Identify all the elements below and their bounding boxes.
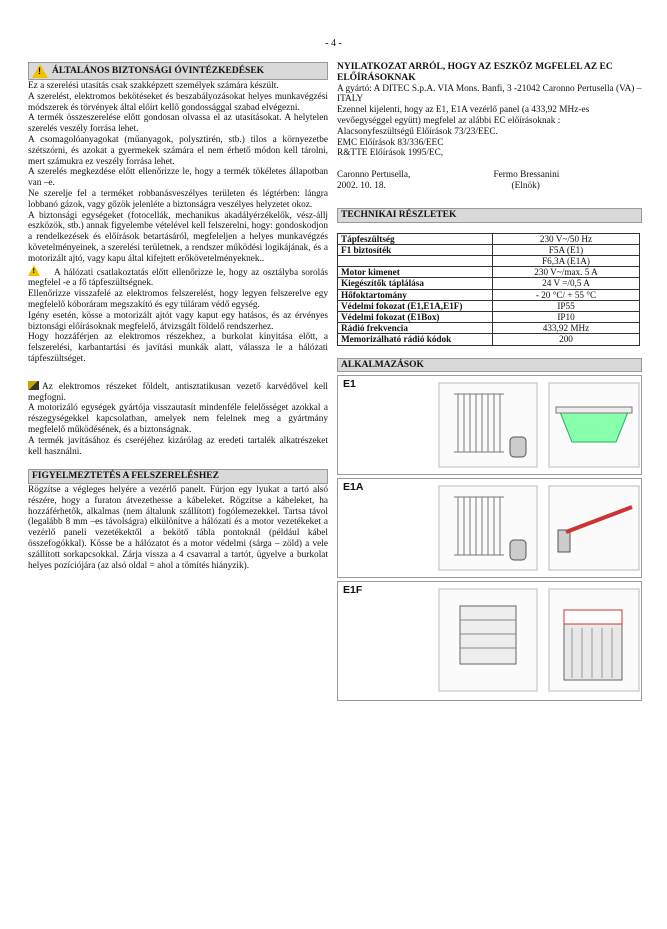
tech-key: Memorizálható rádió kódok: [338, 334, 493, 345]
tech-key: Védelmi fokozat (E1,E1A,E1F): [338, 300, 493, 311]
application-label: E1A: [343, 481, 364, 494]
paragraph: A termék javításához és cseréjéhez kizárólag az eredeti tartalék alkatrészeket kell használni.: [28, 435, 328, 457]
tech-key: Tápfeszültség: [338, 233, 493, 244]
tech-key: Rádió frekvencia: [338, 323, 493, 334]
applications-heading: ALKALMAZÁSOK: [337, 358, 642, 373]
tech-row: [338, 244, 640, 255]
tech-value: F5A (E1): [493, 244, 640, 255]
paragraph: Ellenőrizze visszafelé az elektromos felszerelést, hogy legyen felszerelve egy megfelelő kóboráram megszakító és egy túláram védő egység.: [28, 289, 328, 310]
signature-name: Fermo Bressanini: [493, 170, 560, 181]
tech-details-heading: TECHNIKAI RÉSZLETEK: [337, 208, 642, 223]
declaration-line: EMC Előírások 83/336/EEC: [337, 137, 444, 148]
tech-value: 230 V~/50 Hz: [493, 233, 640, 244]
tech-key: Kiegészítők táplálása: [338, 278, 493, 289]
tech-key: [338, 255, 493, 266]
application-label: E1: [343, 378, 356, 391]
esd-paragraph: Az elektromos részeket földelt, antisztatikusan vezető karvédővel kell megfogni.: [28, 381, 328, 403]
application-e1a: [337, 478, 642, 578]
installation-warning-text: Rögzítse a végleges helyére a vezérlő panelt. Fúrjon egy lyukat a tartó alsó részére, hogy a furaton átvezethesse a kábeleket. Rögzítse a kábeleket, ha hozzáférhetők, alkalmas (nem általunk szállított) fogólemezekkel. Tartsa távol (legalább 8 mm –es távolságra) elkülönítve a hálózati és a motor vezetékeket a vezérlő paneli vezetékektől a bekötő tábla pontoknál (például kábel összefogókkal). Kösse be a hálózatot és a motor védelmi (sárga – zöld) a vele szállított sorkapcsokkal. Zárja vissza a 4 csavarral a tartót, ügyelve a burkolat helyes pozíciójára (az alsó oldal = ahol a tömítés hiányzik).: [28, 485, 328, 571]
general-safety-title: ÁLTALÁNOS BIZTONSÁGI ÓVINTÉZKEDÉSEK: [52, 65, 265, 76]
barrier-drawing: [548, 485, 640, 571]
declaration-line: Alacsonyfeszültségű Előírások 73/23/EEC.: [337, 126, 498, 137]
paragraph: A biztonsági egységeket (fotocellák, mechanikus akadályérzékelők, vész-állj eszközök, stb.) annak figyelembe vételével kell felszerelni, hogy: gondoskodjon a rendelkezések és előírások betartásáról, megfeleljen a helyes munkavégzés követelményeinek, a szerelési területnek, a rendszer működési logikájának, és a motorizált ajtó, vagy kapu által kifejtett erőkövetelményeknek..: [28, 210, 328, 264]
paragraph: Igény esetén, kösse a motorizált ajtót vagy kaput egy hatásos, és az érvényes biztonsági előírásoknak megfelelő, átvizsgált földelő rendszerhez.: [28, 310, 328, 332]
left-column: [28, 62, 328, 571]
tech-row: [338, 289, 640, 300]
tech-key: F1 biztosíték: [338, 244, 493, 255]
installation-warning-heading: FIGYELMEZTETÉS A FELSZERELÉSHEZ: [28, 469, 328, 484]
tech-value: 200: [493, 334, 640, 345]
tech-key: Védelmi fokozat (E1Box): [338, 311, 493, 322]
tech-value: 24 V =/0,5 A: [493, 278, 640, 289]
paragraph: Ne szerelje fel a terméket robbanásveszélyes területen és légtérben: lángra lobbanó gázok, vagy gőzök jelenléte a biztonságra veszélyes helyzetet okoz.: [28, 188, 328, 210]
tech-row: [338, 323, 640, 334]
declaration-line: R&TTE Előírások 1995/EC,: [337, 148, 444, 159]
paragraph: Hogy hozzáférjen az elektromos részekhez, a burkolat kinyitása előtt, a felszerelési, karbantartási és javítási munkák alatt, válassza le a hálózati tápfeszültséget.: [28, 332, 328, 364]
application-e1f: [337, 581, 642, 701]
application-e1: [337, 375, 642, 475]
paragraph: A motorizáló egységek gyártója visszautasít mindenféle felelősséget azokkal a részegységekkel kapcsolatban, amelyek nem felelnek meg a gyártmány megfelelő működésének, és a biztonságnak.: [28, 403, 328, 435]
tech-row: [338, 300, 640, 311]
right-column: [337, 62, 642, 701]
application-label: E1F: [343, 584, 363, 597]
sliding-gate-drawing: [438, 485, 538, 571]
sectional-door-drawing: [438, 588, 538, 692]
paragraph: A szerelés megkezdése előtt ellenőrizze le, hogy a termék tökéletes állapotban van –e.: [28, 167, 328, 189]
tech-row: [338, 267, 640, 278]
page-number: - 4 -: [325, 38, 342, 49]
declaration-line: A gyártó: A DITEC S.p.A. VIA Mons. Banfi, 3 -21042 Caronno Pertusella (VA) – ITALY: [337, 83, 642, 105]
tech-key: Hőfoktartomány: [338, 289, 493, 300]
signature-block: [337, 170, 642, 192]
signature-role: (Elnök): [511, 180, 540, 191]
paragraph: A termék összeszerelése előtt gondosan olvassa el az utasításokat. A helytelen szerelés veszély forrása lehet.: [28, 113, 328, 135]
paragraph: A szerelést, elektromos bekötéseket és beszabályozásokat helyes munkavégzési módszerek és törvények által előírt kellő gondossággal szabad elvégezni.: [28, 91, 328, 113]
warning-icon: [28, 265, 40, 276]
tech-key: Motor kimenet: [338, 267, 493, 278]
tech-value: 230 V~/max. 5 A: [493, 267, 640, 278]
signature-date: 2002. 10. 18.: [337, 180, 386, 191]
tech-row: [338, 311, 640, 322]
declaration-title: NYILATKOZAT ARRÓL, HOGY AZ ESZKÖZ MGFELEL AZ EC ELŐÍRÁSOKNAK: [337, 62, 613, 83]
tech-value: IP10: [493, 311, 640, 322]
warn-paragraph: !A hálózati csatlakoztatás előtt ellenőrizze le, hogy az osztályba sorolás megfelel -e a fő tápfeszültségnek.: [28, 265, 328, 290]
signature-place: Caronno Pertusella,: [337, 170, 411, 181]
tech-value: - 20 °C/ + 55 °C: [493, 289, 640, 300]
tech-value: 433,92 MHz: [493, 323, 640, 334]
warning-icon: [32, 64, 48, 78]
esd-warning-icon: [28, 381, 39, 390]
tech-value: F6,3A (E1A): [493, 255, 640, 266]
tech-row: [338, 255, 640, 266]
tech-table: [337, 233, 640, 346]
garage-door-drawing: [548, 588, 640, 692]
tech-value: IP55: [493, 300, 640, 311]
overhead-door-drawing: [548, 382, 640, 468]
paragraph: A csomagolóanyagokat (műanyagok, polysztirén, stb.) tilos a környezetbe szétszórni, és azokat a gyermekek számára el nem érhető módon kell tárolni, mert számukra ez veszély forrása lehet.: [28, 134, 328, 167]
tech-row: [338, 233, 640, 244]
tech-row: [338, 334, 640, 345]
general-safety-heading: [28, 62, 328, 80]
tech-row: [338, 278, 640, 289]
declaration-line: Ezennel kijelenti, hogy az E1, E1A vezérlő panel (a 433,92 MHz-es vevőegységgel együtt) megfelel az alábbi EC előírásoknak :: [337, 105, 590, 126]
sliding-gate-drawing: [438, 382, 538, 468]
paragraph: Ez a szerelési utasítás csak szakképzett személyek számára készült.: [28, 81, 279, 91]
